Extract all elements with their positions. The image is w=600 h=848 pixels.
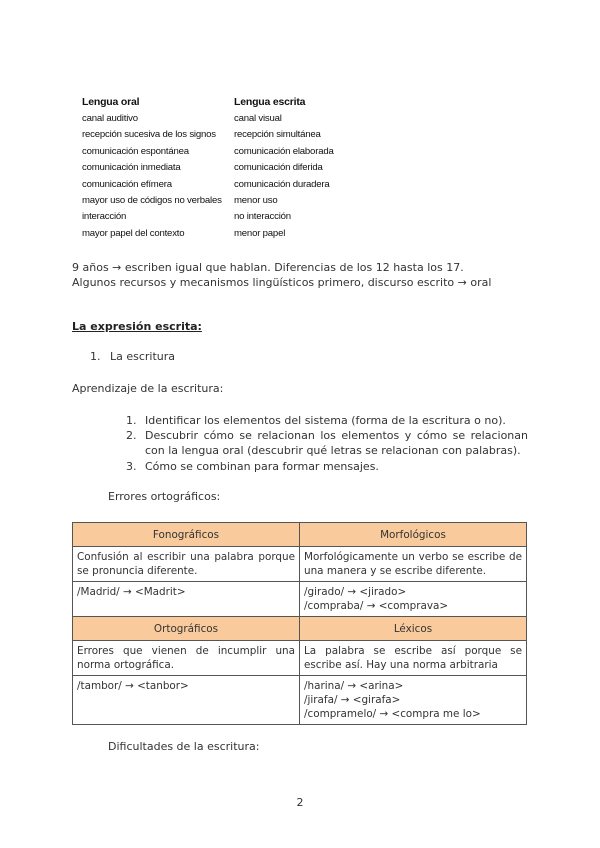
written-item: no interacción bbox=[234, 211, 291, 223]
oral-item: recepción sucesiva de los signos bbox=[82, 129, 216, 141]
example-line: /jirafa/ → <girafa> bbox=[304, 694, 401, 706]
example-line: /Madrid/ → <Madrit> bbox=[77, 586, 186, 598]
spelling-errors-table bbox=[72, 522, 527, 725]
step-text: Identificar los elementos del sistema (forma de la escritura o no). bbox=[145, 414, 506, 427]
oral-item: comunicación espontánea bbox=[82, 145, 189, 157]
example-line: /girado/ → <jirado> bbox=[304, 586, 407, 598]
written-column bbox=[234, 93, 384, 242]
table-cell: Morfológicamente un verbo se escribe de una manera y se escribe diferente. bbox=[300, 547, 527, 582]
written-item: recepción simultánea bbox=[234, 129, 321, 141]
table-cell: Confusión al escribir una palabra porque se pronuncia diferente. bbox=[73, 547, 300, 582]
learning-steps bbox=[126, 413, 528, 474]
difficulties-label: Dificultades de la escritura: bbox=[108, 740, 260, 753]
list-item bbox=[126, 428, 528, 458]
spelling-errors-label: Errores ortográficos: bbox=[108, 490, 221, 503]
table-header-cell: Ortográficos bbox=[73, 617, 300, 641]
table-cell: Errores que vienen de incumplir una norma ortográfica. bbox=[73, 641, 300, 676]
table-row bbox=[73, 523, 527, 547]
oral-item: interacción bbox=[82, 211, 127, 223]
list-text: La escritura bbox=[110, 350, 176, 363]
step-text: Descubrir cómo se relacionan los elementos y cómo se relacionan con la lengua oral (descubrir qué letras se relacionan con palabras). bbox=[145, 429, 528, 458]
page-number: 2 bbox=[296, 796, 304, 809]
written-item: comunicación diferida bbox=[234, 162, 323, 174]
example-line: /compramelo/ → <compra me lo> bbox=[304, 708, 481, 720]
written-item: menor papel bbox=[234, 227, 286, 239]
table-cell bbox=[300, 676, 527, 725]
table-cell: La palabra se escribe así porque se escribe así. Hay una norma arbitraria bbox=[300, 641, 527, 676]
oral-item: comunicación efímera bbox=[82, 178, 172, 190]
step-number: 3. bbox=[126, 459, 137, 473]
example-line: /compraba/ → <comprava> bbox=[304, 600, 449, 612]
oral-item: mayor uso de códigos no verbales bbox=[82, 194, 222, 206]
table-row bbox=[73, 641, 527, 676]
example-line: /tambor/ → <tanbor> bbox=[77, 680, 189, 692]
written-item: comunicación duradera bbox=[234, 178, 330, 190]
step-number: 1. bbox=[126, 414, 137, 427]
list-number: 1. bbox=[90, 350, 101, 363]
written-item: canal visual bbox=[234, 113, 282, 124]
list-item bbox=[126, 413, 528, 428]
example-line: /harina/ → <arina> bbox=[304, 680, 404, 692]
written-item: comunicación elaborada bbox=[234, 145, 334, 157]
table-row bbox=[73, 582, 527, 617]
written-title: Lengua escrita bbox=[234, 96, 306, 108]
table-header-cell: Léxicos bbox=[300, 617, 527, 641]
note-line: 9 años → escriben igual que hablan. Diferencias de los 12 hasta los 17. bbox=[72, 261, 464, 274]
table-cell bbox=[73, 676, 300, 725]
oral-column bbox=[82, 93, 232, 242]
table-row bbox=[73, 617, 527, 641]
learning-label: Aprendizaje de la escritura: bbox=[72, 382, 224, 395]
table-header-cell: Morfológicos bbox=[300, 523, 527, 547]
list-item bbox=[126, 459, 528, 474]
note-line: Algunos recursos y mecanismos lingüísticos primero, discurso escrito → oral bbox=[72, 276, 492, 289]
step-text: Cómo se combinan para formar mensajes. bbox=[145, 459, 379, 473]
table-cell bbox=[300, 582, 527, 617]
oral-item: canal auditivo bbox=[82, 113, 138, 124]
section-heading: La expresión escrita: bbox=[72, 320, 202, 333]
table-cell bbox=[73, 582, 300, 617]
table-row bbox=[73, 547, 527, 582]
step-number: 2. bbox=[126, 429, 137, 443]
oral-item: comunicación inmediata bbox=[82, 162, 181, 174]
age-notes bbox=[72, 260, 532, 290]
table-row bbox=[73, 676, 527, 725]
oral-title: Lengua oral bbox=[82, 96, 140, 108]
numbered-list-item bbox=[90, 350, 175, 363]
written-item: menor uso bbox=[234, 194, 278, 206]
oral-item: mayor papel del contexto bbox=[82, 227, 185, 239]
table-header-cell: Fonográficos bbox=[73, 523, 300, 547]
